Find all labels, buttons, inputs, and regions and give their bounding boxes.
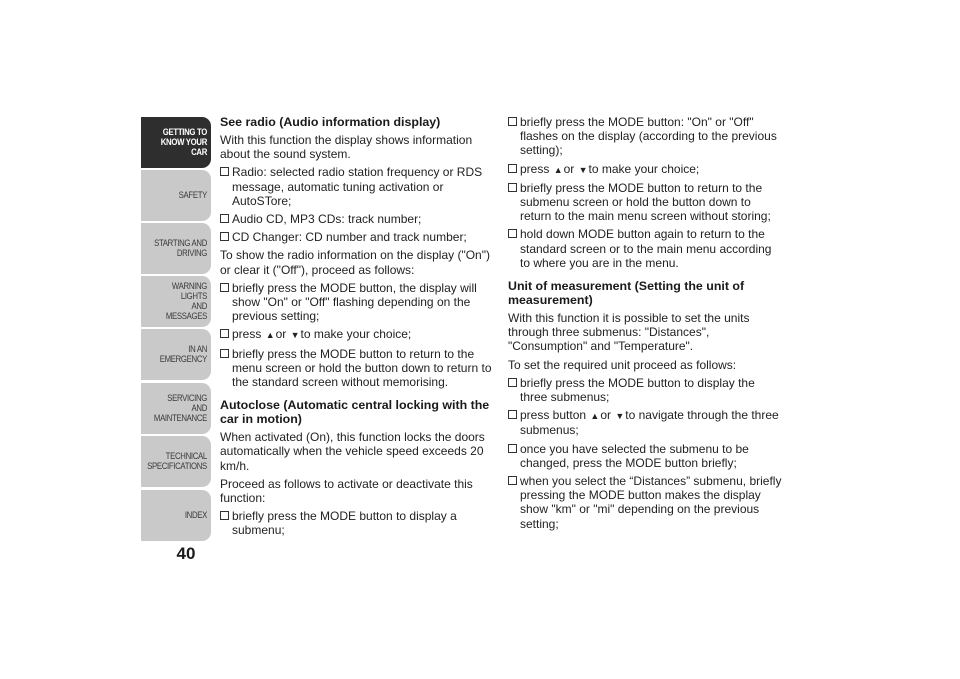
- list-item: press button ▲or ▼to navigate through the three submenus;: [508, 408, 784, 437]
- checkbox-bullet-icon: [220, 214, 229, 223]
- paragraph: To show the radio information on the display ("On") or clear it ("Off"), proceed as follows:: [220, 248, 490, 277]
- checkbox-bullet-icon: [220, 349, 229, 358]
- list-item: CD Changer: CD number and track number;: [220, 230, 496, 244]
- list-item: press ▲or ▼to make your choice;: [220, 327, 496, 342]
- tab-label: SAFETY: [178, 189, 207, 201]
- checkbox-bullet-icon: [220, 329, 229, 338]
- page-number: 40: [176, 544, 196, 563]
- paragraph: With this function the display shows information about the sound system.: [220, 133, 473, 162]
- paragraph: When activated (On), this function locks the doors automatically when the vehicle speed exceeds 20 km/h.: [220, 430, 485, 473]
- tab-label: WARNING LIGHTS AND MESSAGES: [165, 280, 207, 322]
- checkbox-bullet-icon: [508, 183, 517, 192]
- arrow-up-icon: ▲: [265, 330, 275, 341]
- checkbox-bullet-icon: [220, 511, 229, 520]
- list-item: briefly press the MODE button to display the three submenus;: [508, 376, 784, 404]
- arrow-down-icon: ▼: [290, 330, 300, 341]
- heading-autoclose: Autoclose (Automatic central locking with the car in motion): [220, 398, 490, 427]
- checkbox-bullet-icon: [508, 444, 517, 453]
- list-item: briefly press the MODE button, the display will show "On" or "Off" flashing depending on the previous setting;: [220, 281, 496, 324]
- list-item: once you have selected the submenu to be changed, press the MODE button briefly;: [508, 442, 784, 470]
- paragraph: Proceed as follows to activate or deactivate this function:: [220, 476, 473, 506]
- tab-label: SERVICING AND MAINTENANCE: [153, 392, 207, 424]
- arrow-down-icon: ▼: [578, 164, 588, 175]
- heading-unit-of-measurement: Unit of measurement (Setting the unit of measurement): [508, 279, 745, 308]
- tab-label: INDEX: [184, 509, 207, 521]
- checkbox-bullet-icon: [508, 117, 517, 126]
- checkbox-bullet-icon: [220, 232, 229, 241]
- checkbox-bullet-icon: [508, 410, 517, 419]
- list-item: press ▲or ▼to make your choice;: [508, 162, 784, 177]
- arrow-down-icon: ▼: [615, 411, 625, 422]
- tab-label: IN AN EMERGENCY: [159, 343, 207, 365]
- list-item: briefly press the MODE button to return to the submenu screen or hold the button down to return to the main menu screen without storing;: [508, 181, 784, 224]
- checkbox-bullet-icon: [220, 167, 229, 176]
- tab-servicing[interactable]: [141, 383, 211, 434]
- checkbox-bullet-icon: [508, 229, 517, 238]
- tab-index[interactable]: [141, 490, 211, 541]
- tab-getting-to-know-your-car[interactable]: [141, 117, 211, 168]
- list-item: briefly press the MODE button to display a submenu;: [220, 509, 496, 537]
- checkbox-bullet-icon: [220, 283, 229, 292]
- tab-safety[interactable]: [141, 170, 211, 221]
- list-item: hold down MODE button again to return to the standard screen or to the main menu according to where you are in the menu.: [508, 227, 784, 270]
- paragraph: With this function it is possible to set the units through three submenus: "Distances", "Consumption" and "Temperature".: [508, 311, 750, 354]
- right-column: [508, 115, 784, 535]
- left-column: [220, 115, 496, 542]
- tab-label: GETTING TO KNOW YOUR CAR: [160, 126, 207, 158]
- tab-starting-and-driving[interactable]: [141, 223, 211, 274]
- checkbox-bullet-icon: [508, 378, 517, 387]
- tab-technical-specifications[interactable]: [141, 436, 211, 487]
- tab-label: TECHNICAL SPECIFICATIONS: [147, 450, 207, 472]
- tab-warning-lights[interactable]: [141, 276, 211, 327]
- arrow-up-icon: ▲: [553, 164, 563, 175]
- arrow-up-icon: ▲: [590, 411, 600, 422]
- list-item: briefly press the MODE button to return to the menu screen or hold the button down to return to the standard screen without memorising.: [220, 347, 496, 390]
- list-item: briefly press the MODE button: "On" or "Off" flashes on the display (according to the previous setting);: [508, 115, 784, 158]
- checkbox-bullet-icon: [508, 476, 517, 485]
- checkbox-bullet-icon: [508, 164, 517, 173]
- paragraph: To set the required unit proceed as follows:: [508, 357, 737, 372]
- heading-see-radio: See radio (Audio information display): [220, 115, 441, 129]
- list-item: Audio CD, MP3 CDs: track number;: [220, 212, 496, 226]
- list-item: when you select the “Distances” submenu, briefly pressing the MODE button makes the display show "km" or "mi" depending on the previous setting;: [508, 474, 784, 531]
- tab-in-an-emergency[interactable]: [141, 329, 211, 380]
- tab-label: STARTING AND DRIVING: [154, 237, 207, 259]
- list-item: Radio: selected radio station frequency or RDS message, automatic tuning activation or AutoSTore;: [220, 165, 496, 208]
